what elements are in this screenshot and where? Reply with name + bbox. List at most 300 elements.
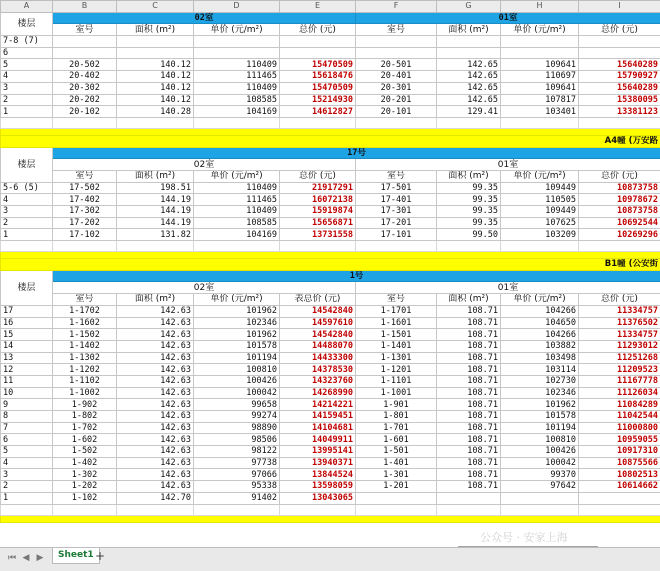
- data-cell[interactable]: 1-1201: [356, 364, 437, 376]
- unit-02-header[interactable]: 02室: [53, 159, 356, 171]
- column-header[interactable]: C: [117, 1, 194, 13]
- data-cell[interactable]: 100426: [194, 375, 280, 387]
- data-cell[interactable]: 1-1002: [53, 387, 117, 399]
- data-cell[interactable]: 142.63: [117, 387, 194, 399]
- empty-cell[interactable]: [280, 117, 356, 128]
- data-cell[interactable]: 98890: [194, 422, 280, 434]
- field-header[interactable]: 面积 (m²): [117, 24, 194, 36]
- data-cell[interactable]: 140.12: [117, 94, 194, 106]
- empty-cell[interactable]: [53, 117, 117, 128]
- data-cell[interactable]: 108.71: [437, 434, 501, 446]
- column-header[interactable]: F: [356, 1, 437, 13]
- data-cell[interactable]: 110409: [194, 82, 280, 94]
- data-cell[interactable]: 110409: [194, 206, 280, 218]
- data-cell[interactable]: 14214221: [280, 399, 356, 411]
- data-cell[interactable]: [579, 36, 660, 48]
- data-cell[interactable]: 10614662: [579, 481, 660, 493]
- data-cell[interactable]: 142.63: [117, 469, 194, 481]
- data-cell[interactable]: 144.19: [117, 194, 194, 206]
- floor-cell[interactable]: 13: [1, 352, 53, 364]
- data-cell[interactable]: 13381123: [579, 106, 660, 118]
- data-cell[interactable]: 14612827: [280, 106, 356, 118]
- field-header[interactable]: 面积 (m²): [437, 170, 501, 182]
- floor-cell[interactable]: 1: [1, 229, 53, 241]
- empty-cell[interactable]: [117, 504, 194, 515]
- data-cell[interactable]: 1-1601: [356, 317, 437, 329]
- data-cell[interactable]: 108.71: [437, 469, 501, 481]
- data-cell[interactable]: 1-1101: [356, 375, 437, 387]
- empty-cell[interactable]: [1, 117, 53, 128]
- data-cell[interactable]: 20-201: [356, 94, 437, 106]
- data-cell[interactable]: 1-1302: [53, 352, 117, 364]
- data-cell[interactable]: 102346: [501, 387, 579, 399]
- add-sheet-icon[interactable]: +: [95, 549, 106, 563]
- data-cell[interactable]: 15640289: [579, 82, 660, 94]
- data-cell[interactable]: 101194: [194, 352, 280, 364]
- data-cell[interactable]: 11167778: [579, 375, 660, 387]
- data-cell[interactable]: 110505: [501, 194, 579, 206]
- data-cell[interactable]: [437, 47, 501, 59]
- field-header[interactable]: 单价 (元/m²): [194, 294, 280, 306]
- floor-cell[interactable]: 7-8 (7): [1, 36, 53, 48]
- data-cell[interactable]: 100810: [501, 434, 579, 446]
- data-cell[interactable]: 20-301: [356, 82, 437, 94]
- empty-cell[interactable]: [356, 117, 437, 128]
- data-cell[interactable]: 100810: [194, 364, 280, 376]
- empty-cell[interactable]: [437, 117, 501, 128]
- column-header[interactable]: H: [501, 1, 579, 13]
- data-cell[interactable]: 17-301: [356, 206, 437, 218]
- data-cell[interactable]: 108.71: [437, 305, 501, 317]
- field-header[interactable]: 总价 (元): [579, 24, 660, 36]
- data-cell[interactable]: 1-102: [53, 492, 117, 504]
- data-cell[interactable]: 198.51: [117, 182, 194, 194]
- data-cell[interactable]: 142.63: [117, 305, 194, 317]
- data-cell[interactable]: 1-601: [356, 434, 437, 446]
- data-cell[interactable]: 15470509: [280, 59, 356, 71]
- data-cell[interactable]: 14433300: [280, 352, 356, 364]
- empty-cell[interactable]: [194, 241, 280, 252]
- data-cell[interactable]: 108.71: [437, 387, 501, 399]
- data-cell[interactable]: 98506: [194, 434, 280, 446]
- data-cell[interactable]: 17-101: [356, 229, 437, 241]
- data-cell[interactable]: 108.71: [437, 411, 501, 423]
- data-cell[interactable]: 108.71: [437, 457, 501, 469]
- data-cell[interactable]: 142.63: [117, 411, 194, 423]
- field-header[interactable]: 单价 (元/m²): [194, 24, 280, 36]
- data-cell[interactable]: 10692544: [579, 217, 660, 229]
- data-cell[interactable]: 1-801: [356, 411, 437, 423]
- data-cell[interactable]: 13731558: [280, 229, 356, 241]
- data-cell[interactable]: 99274: [194, 411, 280, 423]
- floor-cell[interactable]: 3: [1, 82, 53, 94]
- data-cell[interactable]: 142.63: [117, 457, 194, 469]
- data-cell[interactable]: 108.71: [437, 446, 501, 458]
- field-header[interactable]: 室号: [356, 24, 437, 36]
- data-cell[interactable]: 1-1602: [53, 317, 117, 329]
- floor-cell[interactable]: 16: [1, 317, 53, 329]
- data-cell[interactable]: [356, 36, 437, 48]
- data-cell[interactable]: 13995141: [280, 446, 356, 458]
- floor-cell[interactable]: 17: [1, 305, 53, 317]
- data-cell[interactable]: 17-201: [356, 217, 437, 229]
- floor-cell[interactable]: 9: [1, 399, 53, 411]
- data-cell[interactable]: 100042: [501, 457, 579, 469]
- data-cell[interactable]: 1-1701: [356, 305, 437, 317]
- floor-cell[interactable]: 10: [1, 387, 53, 399]
- data-cell[interactable]: [117, 36, 194, 48]
- data-cell[interactable]: 140.12: [117, 71, 194, 83]
- data-cell[interactable]: 102730: [501, 375, 579, 387]
- data-cell[interactable]: 109449: [501, 182, 579, 194]
- data-cell[interactable]: 110409: [194, 182, 280, 194]
- data-cell[interactable]: 10802513: [579, 469, 660, 481]
- data-cell[interactable]: [579, 47, 660, 59]
- next-sheet-icon[interactable]: ▶: [36, 553, 44, 563]
- data-cell[interactable]: 1-1501: [356, 329, 437, 341]
- data-cell[interactable]: 140.12: [117, 59, 194, 71]
- data-cell[interactable]: 13598059: [280, 481, 356, 493]
- data-cell[interactable]: 20-502: [53, 59, 117, 71]
- data-cell[interactable]: 108.71: [437, 399, 501, 411]
- empty-cell[interactable]: [356, 504, 437, 515]
- field-header[interactable]: 面积 (m²): [117, 294, 194, 306]
- data-cell[interactable]: 108.71: [437, 329, 501, 341]
- building-banner[interactable]: A4幢 (万安路: [1, 135, 660, 147]
- floor-cell[interactable]: 4: [1, 457, 53, 469]
- data-cell[interactable]: 101962: [194, 305, 280, 317]
- floor-cell[interactable]: 14: [1, 340, 53, 352]
- floor-cell[interactable]: 5-6 (5): [1, 182, 53, 194]
- data-cell[interactable]: 17-402: [53, 194, 117, 206]
- data-cell[interactable]: 103882: [501, 340, 579, 352]
- empty-cell[interactable]: [579, 241, 660, 252]
- data-cell[interactable]: 1-901: [356, 399, 437, 411]
- data-cell[interactable]: 142.63: [117, 375, 194, 387]
- unit-02-header[interactable]: 02室: [53, 12, 356, 24]
- data-cell[interactable]: 15470509: [280, 82, 356, 94]
- field-header[interactable]: 室号: [356, 294, 437, 306]
- field-header[interactable]: 总价 (元): [280, 170, 356, 182]
- data-cell[interactable]: 109449: [501, 206, 579, 218]
- data-cell[interactable]: 142.63: [117, 364, 194, 376]
- building-number[interactable]: 1号: [53, 270, 660, 282]
- empty-cell[interactable]: [501, 504, 579, 515]
- data-cell[interactable]: 131.82: [117, 229, 194, 241]
- building-banner[interactable]: B1幢 (公安街: [1, 259, 660, 271]
- data-cell[interactable]: 20-402: [53, 71, 117, 83]
- data-cell[interactable]: 11251268: [579, 352, 660, 364]
- data-cell[interactable]: 101578: [194, 340, 280, 352]
- data-cell[interactable]: [194, 36, 280, 48]
- floor-cell[interactable]: 2: [1, 217, 53, 229]
- data-cell[interactable]: 14049911: [280, 434, 356, 446]
- field-header[interactable]: 面积 (m²): [437, 294, 501, 306]
- data-cell[interactable]: 110697: [501, 71, 579, 83]
- data-cell[interactable]: 142.65: [437, 94, 501, 106]
- data-cell[interactable]: 99658: [194, 399, 280, 411]
- data-cell[interactable]: 108.71: [437, 340, 501, 352]
- field-header[interactable]: 单价 (元/m²): [501, 24, 579, 36]
- data-cell[interactable]: 99.35: [437, 217, 501, 229]
- data-cell[interactable]: 15618476: [280, 71, 356, 83]
- field-header[interactable]: 总价 (元): [579, 170, 660, 182]
- data-cell[interactable]: 10269296: [579, 229, 660, 241]
- empty-cell[interactable]: [579, 504, 660, 515]
- data-cell[interactable]: 17-202: [53, 217, 117, 229]
- empty-cell[interactable]: [117, 117, 194, 128]
- sheet-tab-sheet1[interactable]: Sheet1: [52, 548, 100, 564]
- unit-01-header[interactable]: 01室: [356, 159, 660, 171]
- floor-cell[interactable]: 12: [1, 364, 53, 376]
- data-cell[interactable]: 142.65: [437, 82, 501, 94]
- floor-cell[interactable]: 3: [1, 206, 53, 218]
- data-cell[interactable]: 1-1702: [53, 305, 117, 317]
- data-cell[interactable]: 142.65: [437, 59, 501, 71]
- field-header[interactable]: 单价 (元/m²): [501, 294, 579, 306]
- data-cell[interactable]: 17-502: [53, 182, 117, 194]
- data-cell[interactable]: 15656871: [280, 217, 356, 229]
- empty-cell[interactable]: [117, 241, 194, 252]
- data-cell[interactable]: 104266: [501, 329, 579, 341]
- column-header[interactable]: B: [53, 1, 117, 13]
- data-cell[interactable]: 103114: [501, 364, 579, 376]
- data-cell[interactable]: 101962: [194, 329, 280, 341]
- empty-cell[interactable]: [501, 117, 579, 128]
- data-cell[interactable]: 109641: [501, 59, 579, 71]
- data-cell[interactable]: 142.63: [117, 446, 194, 458]
- data-cell[interactable]: 140.28: [117, 106, 194, 118]
- data-cell[interactable]: 144.19: [117, 217, 194, 229]
- empty-cell[interactable]: [280, 241, 356, 252]
- data-cell[interactable]: 108585: [194, 217, 280, 229]
- data-cell[interactable]: 101194: [501, 422, 579, 434]
- data-cell[interactable]: 104650: [501, 317, 579, 329]
- data-cell[interactable]: 100426: [501, 446, 579, 458]
- floor-cell[interactable]: 6: [1, 434, 53, 446]
- data-cell[interactable]: [501, 47, 579, 59]
- floor-cell[interactable]: 4: [1, 71, 53, 83]
- unit-01-header[interactable]: 01室: [356, 282, 660, 294]
- data-cell[interactable]: 1-302: [53, 469, 117, 481]
- floor-cell[interactable]: 1: [1, 106, 53, 118]
- field-header[interactable]: 室号: [356, 170, 437, 182]
- data-cell[interactable]: 142.63: [117, 317, 194, 329]
- separator-band[interactable]: [1, 252, 660, 259]
- data-cell[interactable]: 104169: [194, 229, 280, 241]
- empty-cell[interactable]: [194, 117, 280, 128]
- data-cell[interactable]: [53, 36, 117, 48]
- separator-band[interactable]: [1, 515, 660, 522]
- data-cell[interactable]: [437, 36, 501, 48]
- data-cell[interactable]: 14542840: [280, 329, 356, 341]
- data-cell[interactable]: 103401: [501, 106, 579, 118]
- empty-cell[interactable]: [53, 504, 117, 515]
- data-cell[interactable]: 14268990: [280, 387, 356, 399]
- data-cell[interactable]: 10873758: [579, 182, 660, 194]
- data-cell[interactable]: 11209523: [579, 364, 660, 376]
- data-cell[interactable]: 15214930: [280, 94, 356, 106]
- data-cell[interactable]: 1-201: [356, 481, 437, 493]
- data-cell[interactable]: 140.12: [117, 82, 194, 94]
- floor-cell[interactable]: 5: [1, 59, 53, 71]
- data-cell[interactable]: 11376502: [579, 317, 660, 329]
- data-cell[interactable]: 20-101: [356, 106, 437, 118]
- data-cell[interactable]: 99.35: [437, 206, 501, 218]
- floor-label[interactable]: 楼层: [1, 270, 53, 305]
- data-cell[interactable]: 99.35: [437, 182, 501, 194]
- data-cell[interactable]: 20-302: [53, 82, 117, 94]
- data-cell[interactable]: 129.41: [437, 106, 501, 118]
- field-header[interactable]: 室号: [53, 294, 117, 306]
- data-cell[interactable]: 142.63: [117, 422, 194, 434]
- floor-cell[interactable]: 4: [1, 194, 53, 206]
- empty-cell[interactable]: [1, 504, 53, 515]
- data-cell[interactable]: 98122: [194, 446, 280, 458]
- data-cell[interactable]: 20-401: [356, 71, 437, 83]
- floor-cell[interactable]: 8: [1, 411, 53, 423]
- floor-cell[interactable]: 2: [1, 94, 53, 106]
- prev-sheet-icon[interactable]: ◀: [22, 553, 30, 563]
- data-cell[interactable]: 14597610: [280, 317, 356, 329]
- data-cell[interactable]: 1-401: [356, 457, 437, 469]
- field-header[interactable]: 面积 (m²): [437, 24, 501, 36]
- data-cell[interactable]: 108585: [194, 94, 280, 106]
- data-cell[interactable]: 1-701: [356, 422, 437, 434]
- data-cell[interactable]: 99.35: [437, 194, 501, 206]
- data-cell[interactable]: 15790927: [579, 71, 660, 83]
- data-cell[interactable]: 1-1102: [53, 375, 117, 387]
- data-cell[interactable]: 101962: [501, 399, 579, 411]
- data-cell[interactable]: 1-702: [53, 422, 117, 434]
- data-cell[interactable]: 97066: [194, 469, 280, 481]
- empty-cell[interactable]: [280, 504, 356, 515]
- data-cell[interactable]: 142.63: [117, 340, 194, 352]
- field-header[interactable]: 表总价 (元): [280, 294, 356, 306]
- data-cell[interactable]: 109641: [501, 82, 579, 94]
- unit-01-header[interactable]: 01室: [356, 12, 660, 24]
- data-cell[interactable]: 108.71: [437, 481, 501, 493]
- data-cell[interactable]: 91402: [194, 492, 280, 504]
- data-cell[interactable]: 1-1001: [356, 387, 437, 399]
- empty-cell[interactable]: [194, 504, 280, 515]
- data-cell[interactable]: 95338: [194, 481, 280, 493]
- floor-cell[interactable]: 2: [1, 481, 53, 493]
- data-cell[interactable]: 10959055: [579, 434, 660, 446]
- column-header[interactable]: G: [437, 1, 501, 13]
- data-cell[interactable]: 15919874: [280, 206, 356, 218]
- data-cell[interactable]: [53, 47, 117, 59]
- floor-cell[interactable]: 3: [1, 469, 53, 481]
- data-cell[interactable]: 17-501: [356, 182, 437, 194]
- data-cell[interactable]: 144.19: [117, 206, 194, 218]
- data-cell[interactable]: 17-401: [356, 194, 437, 206]
- data-cell[interactable]: 111465: [194, 71, 280, 83]
- data-cell[interactable]: 108.71: [437, 364, 501, 376]
- data-cell[interactable]: 110409: [194, 59, 280, 71]
- floor-cell[interactable]: 7: [1, 422, 53, 434]
- data-cell[interactable]: 11293012: [579, 340, 660, 352]
- field-header[interactable]: 单价 (元/m²): [501, 170, 579, 182]
- data-cell[interactable]: 1-1502: [53, 329, 117, 341]
- empty-cell[interactable]: [437, 241, 501, 252]
- data-cell[interactable]: 14104681: [280, 422, 356, 434]
- data-cell[interactable]: 100042: [194, 387, 280, 399]
- data-cell[interactable]: 1-1402: [53, 340, 117, 352]
- data-cell[interactable]: [501, 492, 579, 504]
- data-cell[interactable]: 13043065: [280, 492, 356, 504]
- data-cell[interactable]: 17-302: [53, 206, 117, 218]
- data-cell[interactable]: 14488070: [280, 340, 356, 352]
- data-cell[interactable]: 15380095: [579, 94, 660, 106]
- empty-cell[interactable]: [579, 117, 660, 128]
- data-cell[interactable]: 1-202: [53, 481, 117, 493]
- data-cell[interactable]: 16072138: [280, 194, 356, 206]
- data-cell[interactable]: 103498: [501, 352, 579, 364]
- data-cell[interactable]: [356, 492, 437, 504]
- data-cell[interactable]: 142.70: [117, 492, 194, 504]
- data-cell[interactable]: 1-1301: [356, 352, 437, 364]
- data-cell[interactable]: 108.71: [437, 317, 501, 329]
- data-cell[interactable]: 142.63: [117, 399, 194, 411]
- data-cell[interactable]: 108.71: [437, 352, 501, 364]
- data-cell[interactable]: 1-502: [53, 446, 117, 458]
- data-cell[interactable]: [280, 36, 356, 48]
- column-header[interactable]: D: [194, 1, 280, 13]
- data-cell[interactable]: 21917291: [280, 182, 356, 194]
- field-header[interactable]: 室号: [53, 24, 117, 36]
- data-cell[interactable]: 1-1202: [53, 364, 117, 376]
- data-cell[interactable]: 107625: [501, 217, 579, 229]
- column-header[interactable]: E: [280, 1, 356, 13]
- field-header[interactable]: 单价 (元/m²): [194, 170, 280, 182]
- first-sheet-icon[interactable]: ⏮: [7, 553, 17, 563]
- data-cell[interactable]: [280, 47, 356, 59]
- data-cell[interactable]: 11000800: [579, 422, 660, 434]
- data-cell[interactable]: 14542840: [280, 305, 356, 317]
- unit-02-header[interactable]: 02室: [53, 282, 356, 294]
- floor-label[interactable]: 楼层: [1, 147, 53, 182]
- data-cell[interactable]: 108.71: [437, 422, 501, 434]
- data-cell[interactable]: 10875566: [579, 457, 660, 469]
- data-cell[interactable]: 14378530: [280, 364, 356, 376]
- data-cell[interactable]: 11334757: [579, 329, 660, 341]
- floor-cell[interactable]: 15: [1, 329, 53, 341]
- column-header[interactable]: I: [579, 1, 660, 13]
- data-cell[interactable]: 142.63: [117, 434, 194, 446]
- column-header[interactable]: A: [1, 1, 53, 13]
- data-cell[interactable]: [501, 36, 579, 48]
- data-cell[interactable]: 20-102: [53, 106, 117, 118]
- data-cell[interactable]: [356, 47, 437, 59]
- empty-cell[interactable]: [53, 241, 117, 252]
- data-cell[interactable]: 102346: [194, 317, 280, 329]
- data-cell[interactable]: [579, 492, 660, 504]
- data-cell[interactable]: [437, 492, 501, 504]
- data-cell[interactable]: 1-1401: [356, 340, 437, 352]
- data-cell[interactable]: 142.63: [117, 352, 194, 364]
- data-cell[interactable]: 11334757: [579, 305, 660, 317]
- data-cell[interactable]: 104266: [501, 305, 579, 317]
- data-cell[interactable]: 1-501: [356, 446, 437, 458]
- floor-cell[interactable]: 6: [1, 47, 53, 59]
- data-cell[interactable]: 20-202: [53, 94, 117, 106]
- data-cell[interactable]: 20-501: [356, 59, 437, 71]
- data-cell[interactable]: [194, 47, 280, 59]
- field-header[interactable]: 总价 (元): [280, 24, 356, 36]
- data-cell[interactable]: 13844524: [280, 469, 356, 481]
- separator-band[interactable]: [1, 128, 660, 135]
